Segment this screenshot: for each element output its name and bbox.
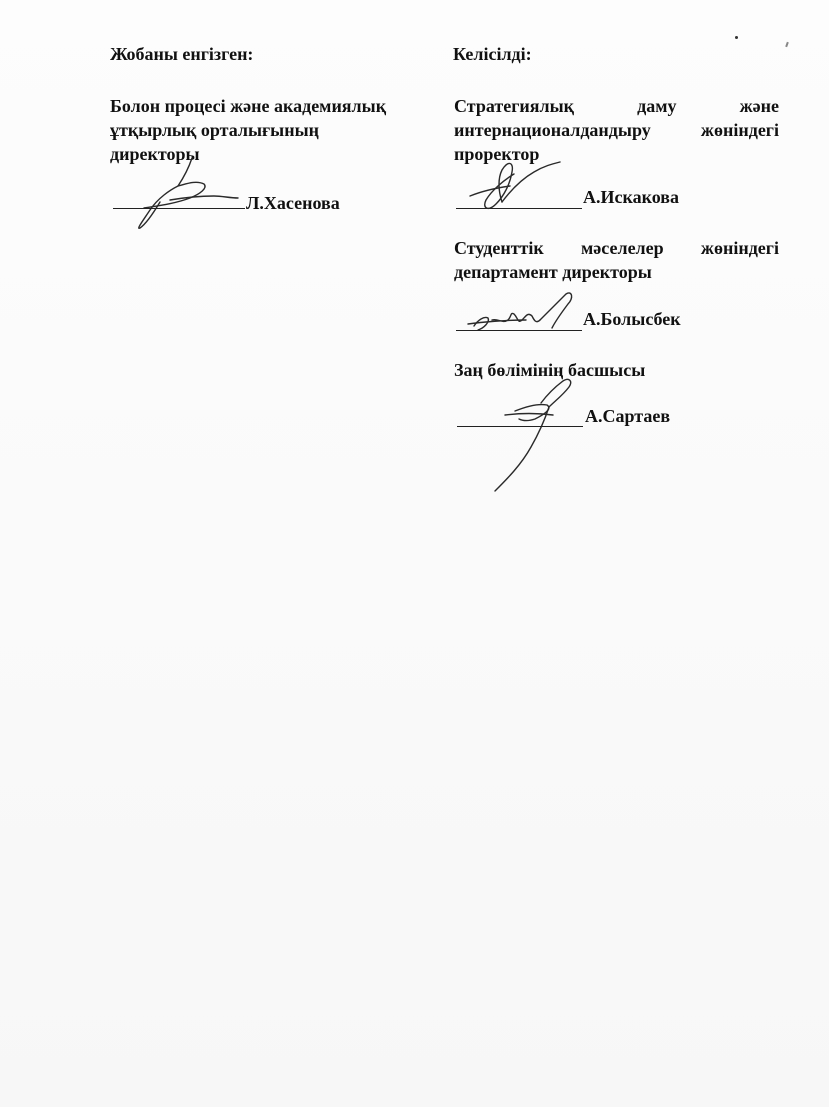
signatory-position-line: [454, 118, 779, 142]
signatory-2-position: [454, 236, 779, 284]
signatory-2-signature-line: [456, 330, 582, 331]
word: бөлімінің: [487, 360, 564, 380]
word: директоры: [562, 262, 652, 282]
signatory-1-name: А.Искакова: [583, 187, 679, 207]
word: интернационалдандыру: [454, 120, 651, 140]
signatory-position-line: [454, 358, 779, 382]
signatory-2-name: А.Болысбек: [583, 309, 681, 329]
word: мәселелер: [581, 238, 664, 258]
submitted-by-heading: Жобаны енгізген:: [110, 44, 254, 64]
word: даму: [637, 96, 677, 116]
word: және: [739, 96, 779, 116]
word: жөніндегі: [700, 120, 779, 140]
submitter-name: Л.Хасенова: [246, 193, 340, 213]
signatory-position-line: [454, 142, 779, 166]
signatory-3-signature: [485, 375, 595, 495]
signatory-1-position: [454, 94, 779, 166]
scan-speck: [785, 42, 789, 47]
submitter-position-line: директоры: [110, 144, 200, 164]
signatory-3-position: [454, 358, 779, 382]
word: департамент: [454, 262, 558, 282]
signatory-position-line: [454, 94, 779, 118]
word: проректор: [454, 144, 540, 164]
submitter-position-line: ұтқырлық орталығының: [110, 120, 320, 140]
word: Заң: [454, 360, 483, 380]
word: басшысы: [567, 360, 646, 380]
approved-heading: Келісілді:: [453, 44, 532, 64]
signatory-position-line: [454, 236, 779, 260]
signatory-position-line: [454, 260, 779, 284]
scan-speck: [735, 36, 738, 39]
submitter-position-line: Болон процесі және академиялық: [110, 96, 387, 116]
signatory-2-signature: [462, 290, 592, 340]
signatory-3-signature-line: [457, 426, 583, 427]
submitter-signature-line: [113, 208, 245, 209]
word: жөніндегі: [700, 238, 779, 258]
word: Студенттік: [454, 238, 544, 258]
signatory-3-name: А.Сартаев: [585, 406, 671, 426]
word: Стратегиялық: [454, 96, 575, 116]
submitter-position: [110, 94, 420, 166]
signatory-1-signature-line: [456, 208, 582, 209]
